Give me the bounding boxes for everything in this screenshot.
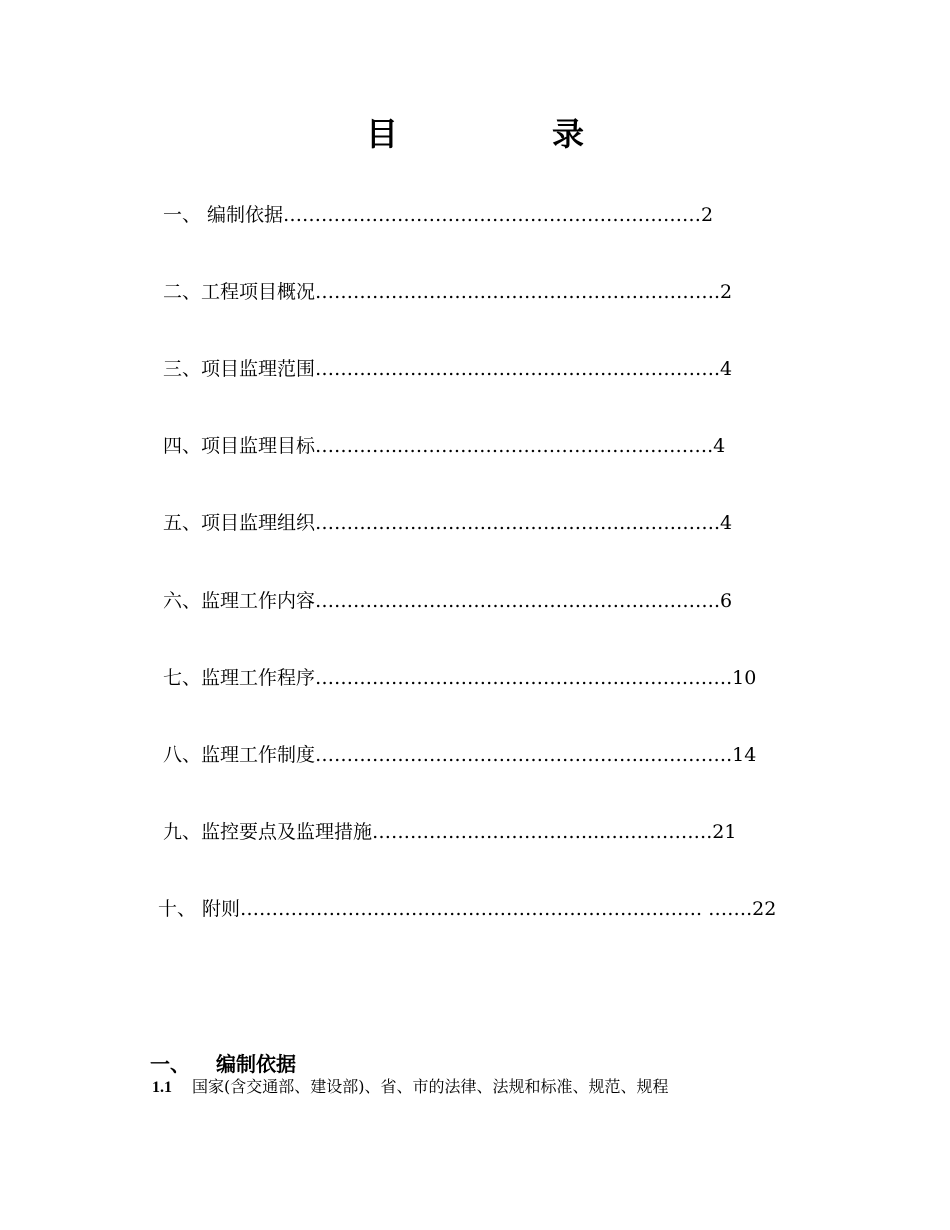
toc-entry-3[interactable]: 三、项目监理范围……………………………………………………….4 — [163, 358, 733, 380]
toc-entry-1[interactable]: 一、 编制依据…………………………………………………………2 — [163, 204, 714, 226]
toc-entry-4[interactable]: 四、项目监理目标…………..………………………………………….4 — [163, 435, 726, 457]
toc-entry-5[interactable]: 五、项目监理组织……………………………………………………….4 — [163, 512, 733, 534]
section-number: 一、 — [150, 1052, 190, 1076]
toc-entry-6[interactable]: 六、监理工作内容……………………………………………………….6 — [163, 590, 733, 612]
section-heading — [150, 1050, 296, 1078]
title-char-2: 录 — [552, 115, 585, 153]
subsection-number: 1.1 — [152, 1079, 172, 1096]
toc-entry-9[interactable]: 九、监控要点及监理措施……………………………....….………….21 — [163, 821, 737, 843]
subsection-1-1 — [152, 1075, 669, 1100]
toc-entry-8[interactable]: 八、监理工作制度……………………………………………..………….14 — [163, 744, 757, 766]
section-title: 编制依据 — [216, 1052, 296, 1076]
page-title — [0, 112, 950, 156]
title-char-1: 目 — [366, 115, 399, 153]
subsection-text: 国家(含交通部、建设部)、省、市的法律、法规和标准、规范、规程 — [192, 1077, 669, 1096]
toc-entry-10[interactable]: 十、 附则………………………………………………………………. …….22 — [158, 898, 777, 920]
toc-entry-2[interactable]: 二、工程项目概况……………………………………………………….2 — [163, 281, 733, 303]
toc-entry-7[interactable]: 七、监理工作程序…………………………………………..…………….10 — [163, 667, 757, 689]
